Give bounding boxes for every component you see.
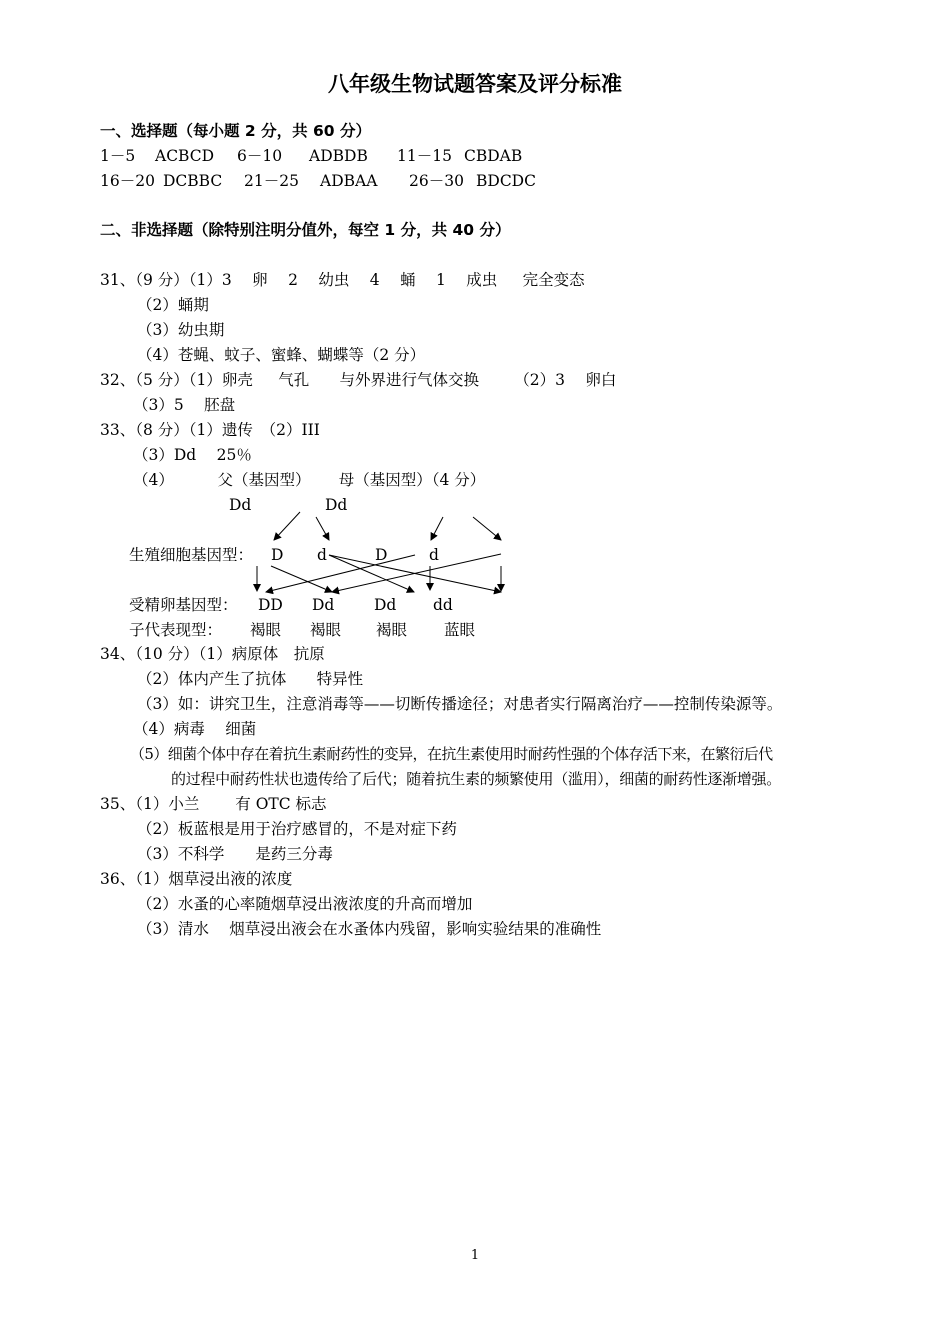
section1-heading: 一、选择题（每小题 2 分，共 60 分） [100, 122, 371, 140]
q35-line3: （3）不科学 是药三分毒 [137, 845, 333, 863]
gamete: D [375, 546, 388, 564]
gamete: d [317, 546, 327, 564]
phenotype: 褐眼 [310, 621, 342, 639]
page-number: 1 [470, 1248, 480, 1263]
arrow [274, 512, 300, 540]
q35-line1: 35、（1）小兰 有 OTC 标志 [100, 795, 327, 813]
answer-group: BDCDC [476, 172, 536, 190]
range-label: 21－25 [244, 172, 299, 190]
answer-group: ACBCD [155, 147, 215, 165]
answer-group: DCBBC [163, 172, 223, 190]
zygote: DD [258, 596, 283, 614]
range-label: 26－30 [409, 172, 464, 190]
q31-line3: （3）幼虫期 [137, 321, 225, 339]
section2-heading: 二、非选择题（除特别注明分值外，每空 1 分，共 40 分） [100, 221, 511, 239]
q34-line6: 的过程中耐药性状也遗传给了后代；随着抗生素的频繁使用（滥用），细菌的耐药性逐渐增强。 [171, 770, 781, 788]
phenotype: 褐眼 [250, 621, 282, 639]
arrow [431, 517, 443, 540]
answer-group: CBDAB [464, 147, 523, 165]
arrow [473, 517, 501, 540]
zygote: Dd [312, 596, 335, 614]
q31-line4: （4）苍蝇、蚊子、蜜蜂、蝴蝶等（2 分） [137, 346, 426, 364]
range-label: 1－5 [100, 147, 136, 165]
q34-line3: （3）如：讲究卫生，注意消毒等——切断传播途径；对患者实行隔离治疗——控制传染源等。 [137, 695, 783, 713]
q31-line1: 31、（9 分）（1）3 卵 2 幼虫 4 蛹 1 成虫 完全变态 [100, 271, 585, 289]
q34-line4: （4）病毒 细菌 [133, 720, 257, 738]
range-label: 6－10 [237, 147, 283, 165]
q34-line2: （2）体内产生了抗体 特异性 [137, 670, 364, 688]
q36-line2: （2）水蚤的心率随烟草浸出液浓度的升高而增加 [137, 895, 473, 913]
q36-line1: 36、（1）烟草浸出液的浓度 [100, 870, 293, 888]
q31-line2: （2）蛹期 [137, 296, 209, 314]
q36-line3: （3）清水 烟草浸出液会在水蚤体内残留，影响实验结果的准确性 [137, 920, 602, 938]
zygote: dd [433, 596, 453, 614]
zygote: Dd [374, 596, 397, 614]
answer-group: ADBDB [309, 147, 368, 165]
range-label: 11－15 [397, 147, 452, 165]
range-label: 16－20 [100, 172, 155, 190]
zygote-label: 受精卵基因型： [129, 596, 238, 614]
phenotype-label: 子代表现型： [129, 621, 223, 639]
q32-line2: （3）5 胚盘 [133, 396, 236, 414]
arrow [316, 517, 329, 540]
phenotype: 蓝眼 [444, 621, 476, 639]
mother-genotype: Dd [325, 496, 348, 514]
page-title: 八年级生物试题答案及评分标准 [328, 72, 622, 96]
q32-line1: 32、（5 分）（1）卵壳 气孔 与外界进行气体交换 （2）3 卵白 [100, 371, 617, 389]
gamete: D [271, 546, 284, 564]
q35-line2: （2）板蓝根是用于治疗感冒的，不是对症下药 [137, 820, 457, 838]
q34-line5: （5）细菌个体中存在着抗生素耐药性的变异，在抗生素使用时耐药性强的个体存活下来，在繁衍后代 [130, 745, 773, 763]
q33-line2: （3）Dd 25％ [133, 446, 252, 464]
q33-line3: （4） 父（基因型） 母（基因型）（4 分） [133, 471, 486, 489]
answer-group: ADBAA [320, 172, 378, 190]
q34-line1: 34、（10 分）（1）病原体 抗原 [100, 645, 325, 663]
gamete: d [429, 546, 439, 564]
q33-line1: 33、（8 分）（1）遗传 （2）III [100, 421, 320, 439]
father-genotype: Dd [229, 496, 252, 514]
phenotype: 褐眼 [376, 621, 408, 639]
gamete-label: 生殖细胞基因型： [129, 546, 254, 564]
